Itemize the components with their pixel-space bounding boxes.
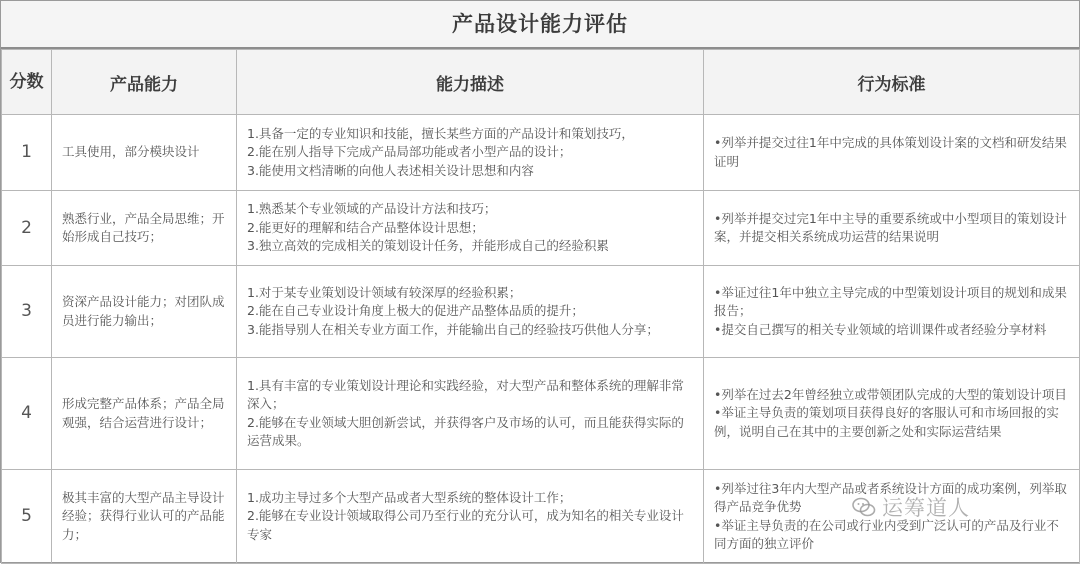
description-cell (237, 470, 704, 564)
standard-line: •列举并提交过往1年中完成的具体策划设计案的文档和研发结果证明 (714, 135, 1067, 169)
description-line: 1.具有丰富的专业策划设计理论和实践经验，对大型产品和整体系统的理解非常深入； (247, 377, 684, 411)
score-cell: 4 (2, 358, 52, 470)
standard-cell (704, 358, 1080, 470)
description-line: 2.能在自己专业设计角度上极大的促进产品整体品质的提升； (247, 303, 584, 319)
table-row (2, 470, 1080, 564)
standard-cell (704, 266, 1080, 358)
description-line: 2.能够在专业领域大胆创新尝试，并获得客户及市场的认可，而且能获得实际的运营成果。 (247, 414, 684, 448)
ability-cell: 工具使用，部分模块设计 (52, 115, 237, 191)
header-description: 能力描述 (237, 50, 704, 115)
description-line: 3.能使用文档清晰的向他人表述相关设计思想和内容 (247, 162, 534, 178)
table-row (2, 191, 1080, 266)
description-cell (237, 191, 704, 266)
description-cell (237, 266, 704, 358)
ability-cell: 熟悉行业，产品全局思维；开始形成自己技巧； (52, 191, 237, 266)
description-line: 1.成功主导过多个大型产品或者大型系统的整体设计工作； (247, 489, 572, 505)
ability-cell: 资深产品设计能力；对团队成员进行能力输出； (52, 266, 237, 358)
description-line: 1.具备一定的专业知识和技能，擅长某些方面的产品设计和策划技巧， (247, 125, 634, 141)
standard-cell (704, 191, 1080, 266)
score-cell: 1 (2, 115, 52, 191)
description-line: 1.熟悉某个专业领域的产品设计方法和技巧； (247, 201, 497, 217)
standard-line: •举证过往1年中独立主导完成的中型策划设计项目的规划和成果报告； (714, 284, 1067, 319)
ability-table (1, 49, 1080, 564)
description-line: 2.能更好的理解和结合产品整体设计思想； (247, 219, 484, 235)
ability-cell: 形成完整产品体系；产品全局观强，结合运营进行设计； (52, 358, 237, 470)
table-row (2, 358, 1080, 470)
standard-line: •列举在过去2年曾经独立或带领团队完成的大型的策划设计项目 (714, 386, 1067, 402)
standard-line: •列举过往3年内大型产品或者系统设计方面的成功案例，列举取得产品竞争优势 (714, 480, 1067, 514)
standard-cell (704, 470, 1080, 564)
score-cell: 3 (2, 266, 52, 358)
table-row (2, 115, 1080, 191)
standard-line: •列举并提交过完1年中主导的重要系统或中小型项目的策划设计案，并提交相关系统成功运营的结果说明 (714, 210, 1067, 244)
standard-cell (704, 115, 1080, 191)
header-standard: 行为标准 (704, 50, 1080, 115)
description-cell (237, 115, 704, 191)
header-score: 分数 (2, 50, 52, 115)
standard-line: •举证主导负责的在公司或行业内受到广泛认可的产品及行业不同方面的独立评价 (714, 517, 1059, 551)
description-line: 2.能够在专业设计领域取得公司乃至行业的充分认可，成为知名的相关专业设计专家 (247, 508, 684, 542)
description-line: 3.独立高效的完成相关的策划设计任务，并能形成自己的经验积累 (247, 238, 609, 254)
score-cell: 5 (2, 470, 52, 564)
header-ability: 产品能力 (52, 50, 237, 115)
score-cell: 2 (2, 191, 52, 266)
description-line: 3.能指导别人在相关专业方面工作，并能输出自己的经验技巧供他人分享； (247, 321, 659, 337)
standard-line: •举证主导负责的策划项目获得良好的客服认可和市场回报的实例，说明自己在其中的主要创新之处和实际运营结果 (714, 405, 1059, 439)
description-line: 2.能在别人指导下完成产品局部功能或者小型产品的设计； (247, 144, 572, 160)
watermark-text: 运筹道人 (882, 496, 970, 520)
page-title: 产品设计能力评估 (1, 1, 1079, 49)
description-line: 1.对于某专业策划设计领域有较深厚的经验积累； (247, 284, 522, 300)
ability-cell: 极其丰富的大型产品主导设计经验；获得行业认可的产品能力； (52, 470, 237, 564)
table-row (2, 266, 1080, 358)
standard-line: •提交自己撰写的相关专业领域的培训课件或者经验分享材料 (714, 321, 1047, 337)
description-cell (237, 358, 704, 470)
header-row (2, 50, 1080, 115)
